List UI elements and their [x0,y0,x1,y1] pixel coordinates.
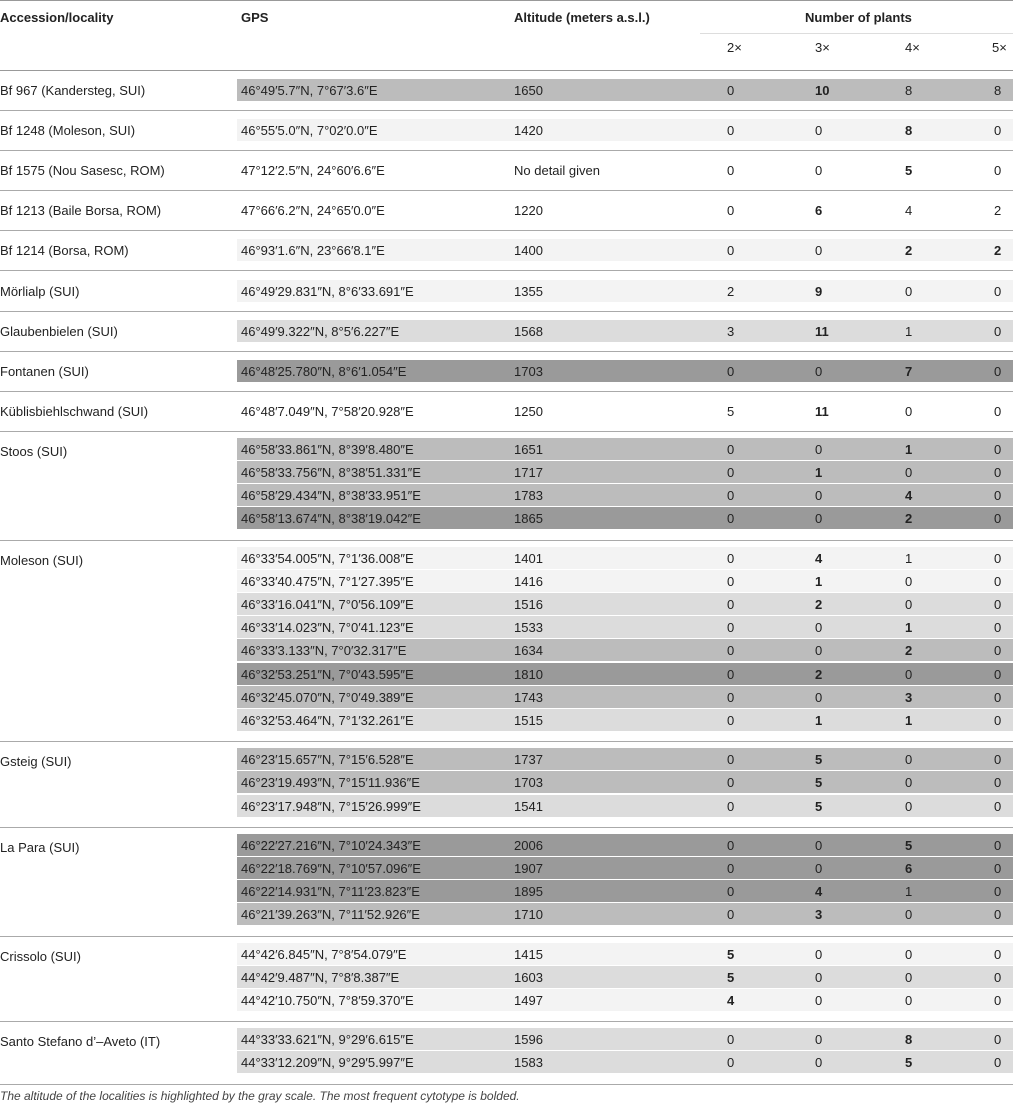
altitude-cell: 1420 [514,123,543,139]
altitude-cell: 1541 [514,798,543,814]
count-3x-cell: 9 [815,283,823,299]
count-2x-cell: 0 [727,884,735,900]
table-row [237,570,1013,592]
count-2x-cell: 0 [727,1055,735,1071]
altitude-cell: 1743 [514,689,543,705]
locality-name: Stoos (SUI) [0,443,68,459]
count-5x-cell: 2 [994,243,1002,259]
altitude-cell: 1583 [514,1055,543,1071]
gps-cell: 44°33′12.209″N, 9°29′5.997″E [241,1055,414,1071]
locality-group [0,1022,1013,1084]
table-row [237,966,1013,988]
count-3x-cell: 2 [815,666,823,682]
locality-group [0,111,1013,151]
count-2x-cell: 0 [727,363,735,379]
gps-cell: 46°23′15.657″N, 7°15′6.528″E [241,752,414,768]
table-row [237,903,1013,925]
count-2x-cell: 0 [727,203,735,219]
table-row [237,771,1013,793]
count-4x-cell: 1 [905,713,913,729]
gps-cell: 46°32′53.251″N, 7°0′43.595″E [241,666,414,682]
count-5x-cell: 0 [994,1055,1002,1071]
gps-cell: 44°42′9.487″N, 7°8′8.387″E [241,969,400,985]
count-2x-cell: 0 [727,713,735,729]
gps-cell: 46°21′39.263″N, 7°11′52.926″E [241,907,420,923]
count-5x-cell: 0 [994,620,1002,636]
altitude-cell: 1810 [514,666,543,682]
count-3x-cell: 5 [815,775,823,791]
count-4x-cell: 1 [905,323,913,339]
count-4x-cell: 5 [905,837,913,853]
table-row [237,795,1013,817]
locality-name: Glaubenbielen (SUI) [0,323,118,339]
altitude-cell: 1568 [514,323,543,339]
altitude-cell: 1634 [514,643,543,659]
gps-cell: 46°58′29.434″N, 8°38′33.951″E [241,488,421,504]
table-row [237,280,1013,302]
gps-cell: 46°55′5.0″N, 7°02′0.0″E [241,123,378,139]
count-3x-cell: 1 [815,465,823,481]
count-5x-cell: 0 [994,465,1002,481]
count-2x-cell: 4 [727,993,735,1009]
altitude-cell: 1250 [514,403,543,419]
count-2x-cell: 0 [727,163,735,179]
count-3x-cell: 6 [815,203,823,219]
altitude-cell: 1515 [514,713,543,729]
count-3x-cell: 1 [815,713,823,729]
count-4x-cell: 1 [905,441,913,457]
count-2x-cell: 0 [727,123,735,139]
header-3x: 3× [815,40,830,55]
table-row [237,686,1013,708]
table-row [237,547,1013,569]
table-row [237,239,1013,261]
altitude-cell: 1907 [514,861,543,877]
count-2x-cell: 0 [727,465,735,481]
count-3x-cell: 0 [815,620,823,636]
count-3x-cell: 0 [815,946,823,962]
gps-cell: 46°58′13.674″N, 8°38′19.042″E [241,511,421,527]
table-row [237,320,1013,342]
table-row [237,119,1013,141]
count-2x-cell: 0 [727,83,735,98]
count-2x-cell: 0 [727,907,735,923]
altitude-cell: 1717 [514,465,543,481]
count-3x-cell: 5 [815,752,823,768]
table-row [237,461,1013,483]
count-4x-cell: 0 [905,752,913,768]
count-2x-cell: 0 [727,243,735,259]
altitude-cell: No detail given [514,163,600,179]
count-3x-cell: 2 [815,597,823,613]
count-4x-cell: 0 [905,969,913,985]
altitude-cell: 1737 [514,752,543,768]
gps-cell: 46°93′1.6″N, 23°66′8.1″E [241,243,385,259]
altitude-cell: 1650 [514,83,543,98]
count-3x-cell: 0 [815,837,823,853]
gps-cell: 46°58′33.861″N, 8°39′8.480″E [241,441,414,457]
altitude-cell: 1220 [514,203,543,219]
count-5x-cell: 0 [994,666,1002,682]
table-row [237,507,1013,529]
gps-cell: 46°33′40.475″N, 7°1′27.395″E [241,573,414,589]
locality-group [0,231,1013,271]
table-row [237,943,1013,965]
count-3x-cell: 0 [815,363,823,379]
locality-name: Santo Stefano d’–Aveto (IT) [0,1034,161,1050]
count-4x-cell: 2 [905,643,913,659]
gps-cell: 46°33′3.133″N, 7°0′32.317″E [241,643,407,659]
header-number-of-plants: Number of plants [805,10,912,25]
table-row [237,1028,1013,1050]
count-4x-cell: 0 [905,907,913,923]
count-2x-cell: 0 [727,666,735,682]
locality-group [0,828,1013,937]
count-4x-cell: 0 [905,573,913,589]
locality-group [0,541,1013,743]
count-2x-cell: 5 [727,403,735,419]
count-5x-cell: 0 [994,550,1002,566]
altitude-cell: 1355 [514,283,543,299]
gps-cell: 44°42′10.750″N, 7°8′59.370″E [241,993,414,1009]
count-5x-cell: 0 [994,163,1002,179]
count-3x-cell: 0 [815,163,823,179]
count-5x-cell: 0 [994,993,1002,1009]
gps-cell: 46°33′54.005″N, 7°1′36.008″E [241,550,414,566]
count-5x-cell: 8 [994,83,1002,98]
locality-name: Küblisbiehlschwand (SUI) [0,403,149,419]
count-5x-cell: 0 [994,123,1002,139]
count-4x-cell: 0 [905,666,913,682]
count-3x-cell: 0 [815,689,823,705]
count-3x-cell: 11 [815,323,829,339]
count-4x-cell: 3 [905,689,913,705]
altitude-cell: 1516 [514,597,543,613]
count-4x-cell: 1 [905,620,913,636]
count-3x-cell: 3 [815,907,823,923]
count-2x-cell: 0 [727,597,735,613]
count-2x-cell: 0 [727,752,735,768]
locality-name: Bf 1214 (Borsa, ROM) [0,243,129,259]
count-3x-cell: 0 [815,511,823,527]
count-4x-cell: 0 [905,465,913,481]
count-4x-cell: 0 [905,798,913,814]
count-2x-cell: 0 [727,643,735,659]
locality-name: Fontanen (SUI) [0,363,89,379]
locality-group [0,151,1013,191]
count-4x-cell: 0 [905,946,913,962]
count-3x-cell: 1 [815,573,823,589]
count-5x-cell: 0 [994,643,1002,659]
gps-cell: 46°48′25.780″N, 8°6′1.054″E [241,363,407,379]
count-5x-cell: 2 [994,203,1002,219]
locality-group [0,392,1013,432]
locality-name: Bf 1248 (Moleson, SUI) [0,123,136,139]
count-4x-cell: 5 [905,163,913,179]
table-row [237,748,1013,770]
count-4x-cell: 0 [905,597,913,613]
count-4x-cell: 4 [905,488,913,504]
altitude-cell: 1603 [514,969,543,985]
gps-cell: 46°22′27.216″N, 7°10′24.343″E [241,837,421,853]
locality-name: Bf 1213 (Baile Borsa, ROM) [0,203,162,219]
locality-name: Gsteig (SUI) [0,754,72,770]
header-4x: 4× [905,40,920,55]
count-4x-cell: 0 [905,403,913,419]
altitude-cell: 1895 [514,884,543,900]
count-4x-cell: 8 [905,1032,913,1048]
count-5x-cell: 0 [994,861,1002,877]
count-5x-cell: 0 [994,946,1002,962]
count-5x-cell: 0 [994,283,1002,299]
count-5x-cell: 0 [994,752,1002,768]
table-row [237,663,1013,685]
table-row [237,1051,1013,1073]
altitude-cell: 1416 [514,573,543,589]
locality-name: Crissolo (SUI) [0,948,81,964]
table-row [237,880,1013,902]
header-altitude: Altitude (meters a.s.l.) [514,10,650,25]
locality-name: La Para (SUI) [0,839,80,855]
count-5x-cell: 0 [994,323,1002,339]
count-5x-cell: 0 [994,573,1002,589]
count-5x-cell: 0 [994,441,1002,457]
locality-group [0,937,1013,1023]
altitude-cell: 1865 [514,511,543,527]
count-3x-cell: 0 [815,1032,823,1048]
count-2x-cell: 0 [727,550,735,566]
table-row [237,79,1013,101]
count-4x-cell: 4 [905,203,913,219]
locality-name: Moleson (SUI) [0,552,84,568]
header-subrule [700,33,1013,34]
altitude-cell: 1651 [514,441,543,457]
header-gps: GPS [241,10,269,25]
locality-group [0,742,1013,828]
count-4x-cell: 8 [905,123,913,139]
count-3x-cell: 11 [815,403,829,419]
locality-group [0,352,1013,392]
count-5x-cell: 0 [994,363,1002,379]
table-row [237,400,1013,422]
count-3x-cell: 0 [815,861,823,877]
count-3x-cell: 0 [815,1055,823,1071]
locality-group [0,272,1013,312]
header-5x: 5× [992,40,1007,55]
count-3x-cell: 0 [815,123,823,139]
gps-cell: 47°66′6.2″N, 24°65′0.0″E [241,203,385,219]
table-row [237,199,1013,221]
table-row [237,639,1013,661]
count-5x-cell: 0 [994,884,1002,900]
count-3x-cell: 4 [815,550,823,566]
altitude-cell: 1596 [514,1032,543,1048]
count-5x-cell: 0 [994,1032,1002,1048]
gps-cell: 46°23′17.948″N, 7°15′26.999″E [241,798,421,814]
count-3x-cell: 10 [815,83,830,98]
gps-cell: 46°33′14.023″N, 7°0′41.123″E [241,620,414,636]
count-5x-cell: 0 [994,837,1002,853]
gps-cell: 46°33′16.041″N, 7°0′56.109″E [241,597,414,613]
locality-name: Bf 967 (Kandersteg, SUI) [0,83,146,98]
table-row [237,834,1013,856]
count-4x-cell: 0 [905,283,913,299]
count-2x-cell: 0 [727,775,735,791]
count-5x-cell: 0 [994,511,1002,527]
altitude-cell: 1401 [514,550,543,566]
locality-group [0,191,1013,231]
count-5x-cell: 0 [994,775,1002,791]
count-5x-cell: 0 [994,907,1002,923]
count-3x-cell: 5 [815,798,823,814]
count-2x-cell: 0 [727,689,735,705]
table-row [237,989,1013,1011]
gps-cell: 46°49′5.7″N, 7°67′3.6″E [241,83,378,98]
locality-group [0,312,1013,352]
count-2x-cell: 0 [727,798,735,814]
header-2x: 2× [727,40,742,55]
count-2x-cell: 0 [727,620,735,636]
header-locality: Accession/locality [0,10,114,25]
gps-cell: 44°33′33.621″N, 9°29′6.615″E [241,1032,414,1048]
count-5x-cell: 0 [994,969,1002,985]
altitude-cell: 2006 [514,837,543,853]
gps-cell: 44°42′6.845″N, 7°8′54.079″E [241,946,407,962]
count-5x-cell: 0 [994,597,1002,613]
altitude-cell: 1703 [514,363,543,379]
altitude-cell: 1497 [514,993,543,1009]
locality-name: Bf 1575 (Nou Sasesc, ROM) [0,163,165,179]
count-2x-cell: 3 [727,323,735,339]
table-row [237,438,1013,460]
count-2x-cell: 0 [727,861,735,877]
count-4x-cell: 0 [905,993,913,1009]
altitude-cell: 1710 [514,907,543,923]
count-4x-cell: 5 [905,1055,913,1071]
gps-cell: 46°22′18.769″N, 7°10′57.096″E [241,861,421,877]
gps-cell: 46°49′29.831″N, 8°6′33.691″E [241,283,414,299]
table-row [237,616,1013,638]
count-5x-cell: 0 [994,488,1002,504]
altitude-cell: 1783 [514,488,543,504]
gps-cell: 46°58′33.756″N, 8°38′51.331″E [241,465,421,481]
count-2x-cell: 0 [727,573,735,589]
count-3x-cell: 0 [815,488,823,504]
table-header-row [0,0,1013,35]
count-4x-cell: 1 [905,884,913,900]
count-5x-cell: 0 [994,713,1002,729]
count-3x-cell: 4 [815,884,823,900]
count-3x-cell: 0 [815,441,823,457]
count-4x-cell: 8 [905,83,913,98]
count-2x-cell: 0 [727,488,735,504]
count-2x-cell: 0 [727,441,735,457]
gps-cell: 46°23′19.493″N, 7°15′11.936″E [241,775,420,791]
count-2x-cell: 5 [727,946,735,962]
table-subheader-row [0,35,1013,70]
table-row [237,484,1013,506]
locality-name: Mörlialp (SUI) [0,283,80,299]
table-row [237,360,1013,382]
count-2x-cell: 5 [727,969,735,985]
count-3x-cell: 0 [815,993,823,1009]
table-footnote: The altitude of the localities is highlighted by the gray scale. The most frequent cytotype is bolded. [0,1089,520,1103]
gps-cell: 46°49′9.322″N, 8°5′6.227″E [241,323,400,339]
count-2x-cell: 0 [727,1032,735,1048]
locality-group [0,432,1013,541]
count-3x-cell: 0 [815,969,823,985]
count-3x-cell: 0 [815,243,823,259]
count-2x-cell: 0 [727,837,735,853]
gps-cell: 46°48′7.049″N, 7°58′20.928″E [241,403,414,419]
table-row [237,593,1013,615]
altitude-cell: 1415 [514,946,543,962]
count-2x-cell: 2 [727,283,735,299]
gps-cell: 46°32′53.464″N, 7°1′32.261″E [241,713,414,729]
table-row [237,857,1013,879]
gps-cell: 47°12′2.5″N, 24°60′6.6″E [241,163,385,179]
table-row [237,159,1013,181]
count-4x-cell: 2 [905,243,913,259]
gps-cell: 46°32′45.070″N, 7°0′49.389″E [241,689,414,705]
altitude-cell: 1400 [514,243,543,259]
count-5x-cell: 0 [994,798,1002,814]
count-4x-cell: 0 [905,775,913,791]
count-3x-cell: 0 [815,643,823,659]
count-2x-cell: 0 [727,511,735,527]
count-4x-cell: 2 [905,511,913,527]
count-4x-cell: 7 [905,363,913,379]
count-4x-cell: 1 [905,550,913,566]
count-5x-cell: 0 [994,689,1002,705]
gps-cell: 46°22′14.931″N, 7°11′23.823″E [241,884,420,900]
count-5x-cell: 0 [994,403,1002,419]
count-4x-cell: 6 [905,861,913,877]
locality-group [0,71,1013,111]
altitude-cell: 1703 [514,775,543,791]
altitude-cell: 1533 [514,620,543,636]
table-row [237,709,1013,731]
